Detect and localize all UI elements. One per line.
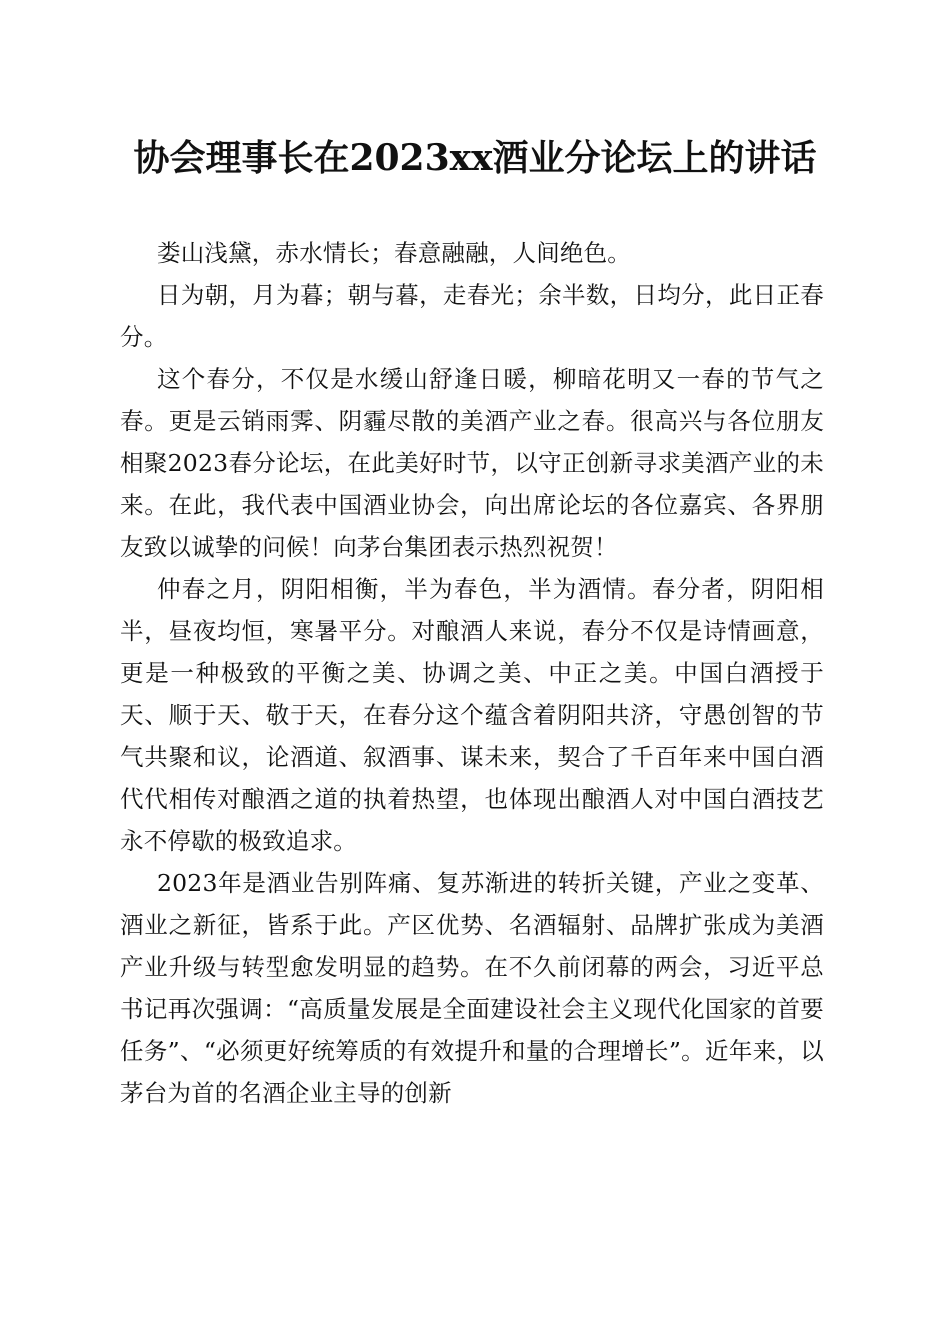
paragraph: 日为朝，月为暮；朝与暮，走春光；余半数，日均分，此日正春分。 [120, 281, 824, 351]
document-body [120, 232, 824, 1114]
document-title: 协会理事长在2023xx酒业分论坛上的讲话 [133, 137, 817, 179]
paragraph: 娄山浅黛，赤水情长；春意融融，人间绝色。 [157, 239, 631, 267]
paragraph: 仲春之月，阴阳相衡，半为春色，半为酒情。春分者，阴阳相半，昼夜均恒，寒暑平分。对酿酒人来说，春分不仅是诗情画意，更是一种极致的平衡之美、协调之美、中正之美。中国白酒授于天、顺于天、敬于天，在春分这个蕴含着阴阳共济，守愚创智的节气共聚和议，论酒道、叙酒事、谋未来，契合了千百年来中国白酒代代相传对酿酒之道的执着热望，也体现出酿酒人对中国白酒技艺永不停歇的极致追求。 [120, 575, 824, 855]
paragraph: 2023年是酒业告别阵痛、复苏渐进的转折关键，产业之变革、酒业之新征，皆系于此。产区优势、名酒辐射、品牌扩张成为美酒产业升级与转型愈发明显的趋势。在不久前闭幕的两会，习近平总书记再次强调：“高质量发展是全面建设社会主义现代化国家的首要任务”、“必须更好统筹质的有效提升和量的合理增长”。近年来，以茅台为首的名酒企业主导的创新 [120, 869, 824, 1107]
paragraph: 这个春分，不仅是水缓山舒逢日暖，柳暗花明又一春的节气之春。更是云销雨霁、阴霾尽散的美酒产业之春。很高兴与各位朋友相聚2023春分论坛，在此美好时节，以守正创新寻求美酒产业的未来。在此，我代表中国酒业协会，向出席论坛的各位嘉宾、各界朋友致以诚挚的问候！向茅台集团表示热烈祝贺！ [120, 365, 824, 561]
